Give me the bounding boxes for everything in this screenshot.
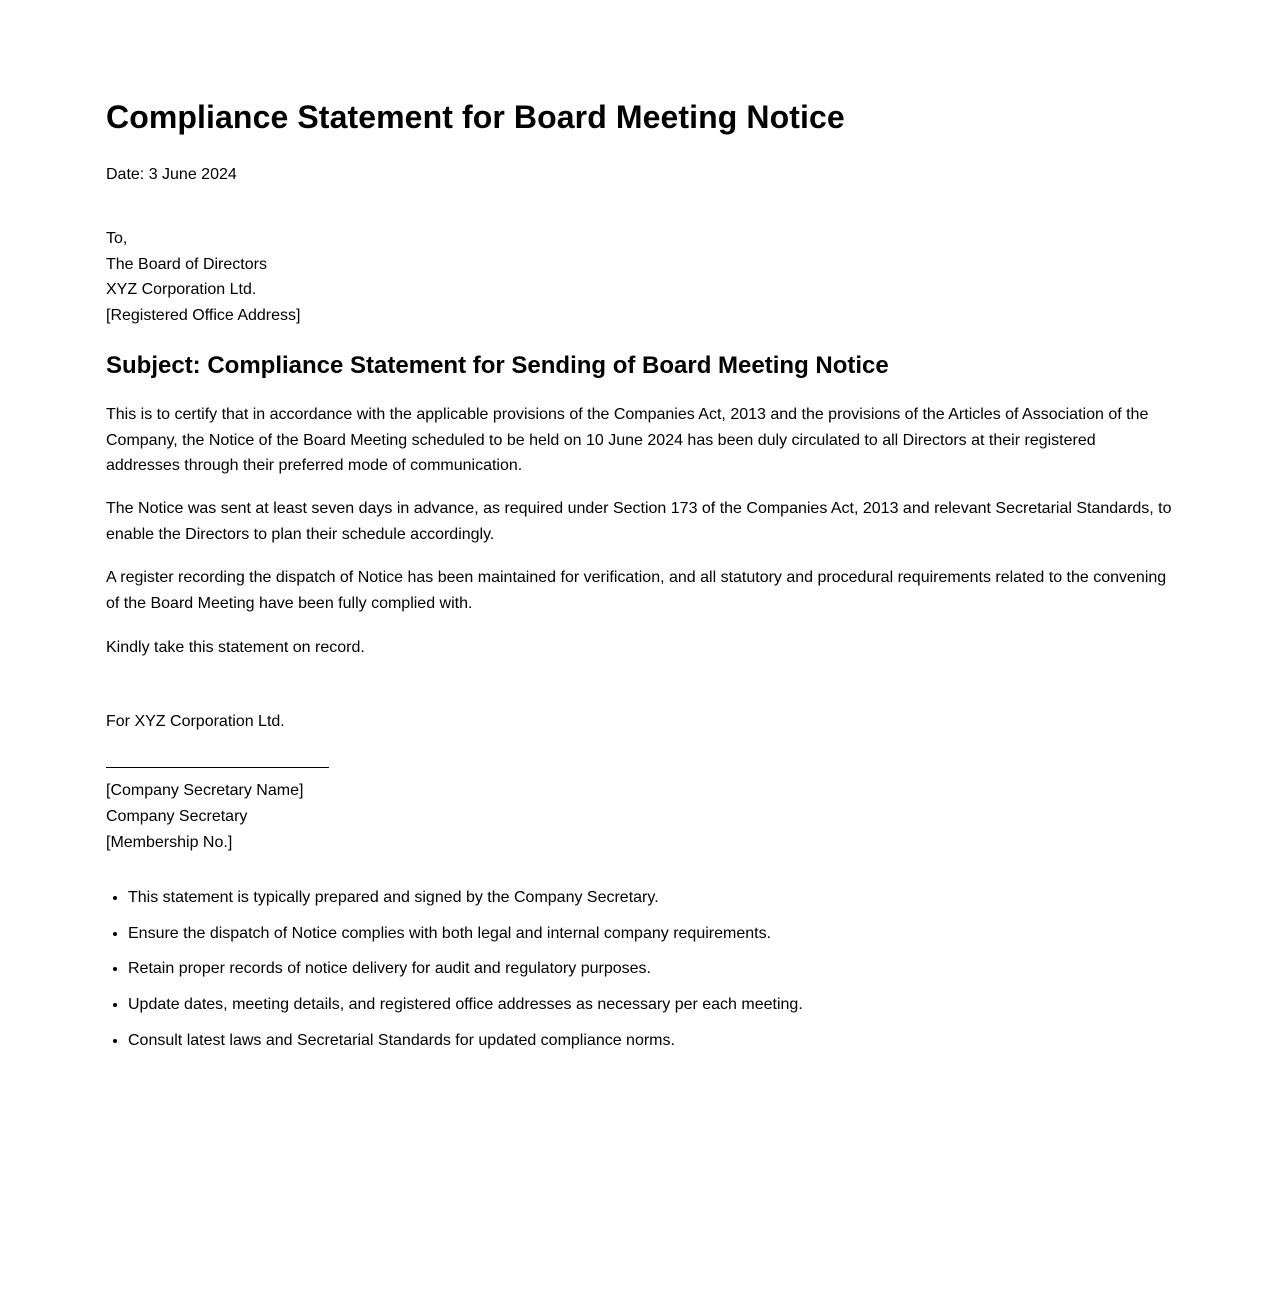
signatory-designation: Company Secretary bbox=[106, 807, 248, 825]
addressee-block bbox=[106, 226, 1172, 329]
list-item: • Ensure the dispatch of Notice complies with both legal and internal company requirements. bbox=[128, 923, 1172, 945]
notes-list bbox=[106, 887, 1172, 1051]
body-paragraph: A register recording the dispatch of Notice has been maintained for verification, and all statutory and procedural requirements related to the convening of the Board Meeting have been fully complied with. bbox=[106, 569, 1167, 613]
subject-heading: Subject: Compliance Statement for Sending of Board Meeting Notice bbox=[106, 351, 889, 379]
list-item: • Update dates, meeting details, and registered office addresses as necessary per each meeting. bbox=[128, 994, 1172, 1016]
signatory-membership: [Membership No.] bbox=[106, 833, 233, 851]
body-paragraph: This is to certify that in accordance with the applicable provisions of the Companies Act, 2013 and the provisions of the Articles of Association of the Company, the Notice of the Board Meeting scheduled to be held on 10 June 2024 has been duly circulated to all Directors at their registered addresses through their preferred mode of communication. bbox=[106, 405, 1149, 475]
addressee-line: XYZ Corporation Ltd. bbox=[106, 281, 257, 299]
list-item: • This statement is typically prepared and signed by the Company Secretary. bbox=[128, 887, 1172, 909]
closing-request: Kindly take this statement on record. bbox=[106, 638, 365, 656]
addressee-line: [Registered Office Address] bbox=[106, 307, 301, 325]
date-line: Date: 3 June 2024 bbox=[106, 166, 237, 183]
addressee-line: The Board of Directors bbox=[106, 255, 267, 273]
signature-line bbox=[106, 767, 329, 768]
signatory-block bbox=[106, 778, 1172, 855]
document-title: Compliance Statement for Board Meeting Notice bbox=[106, 99, 845, 135]
signatory-name: [Company Secretary Name] bbox=[106, 782, 304, 800]
list-item: • Consult latest laws and Secretarial Standards for updated compliance norms. bbox=[128, 1030, 1172, 1052]
body-paragraph: The Notice was sent at least seven days in advance, as required under Section 173 of the Companies Act, 2013 and relevant Secretarial Standards, to enable the Directors to plan their schedule accordingly. bbox=[106, 499, 1172, 543]
list-item: • Retain proper records of notice delivery for audit and regulatory purposes. bbox=[128, 958, 1172, 980]
for-company-line: For XYZ Corporation Ltd. bbox=[106, 713, 285, 731]
addressee-line: To, bbox=[106, 230, 128, 247]
